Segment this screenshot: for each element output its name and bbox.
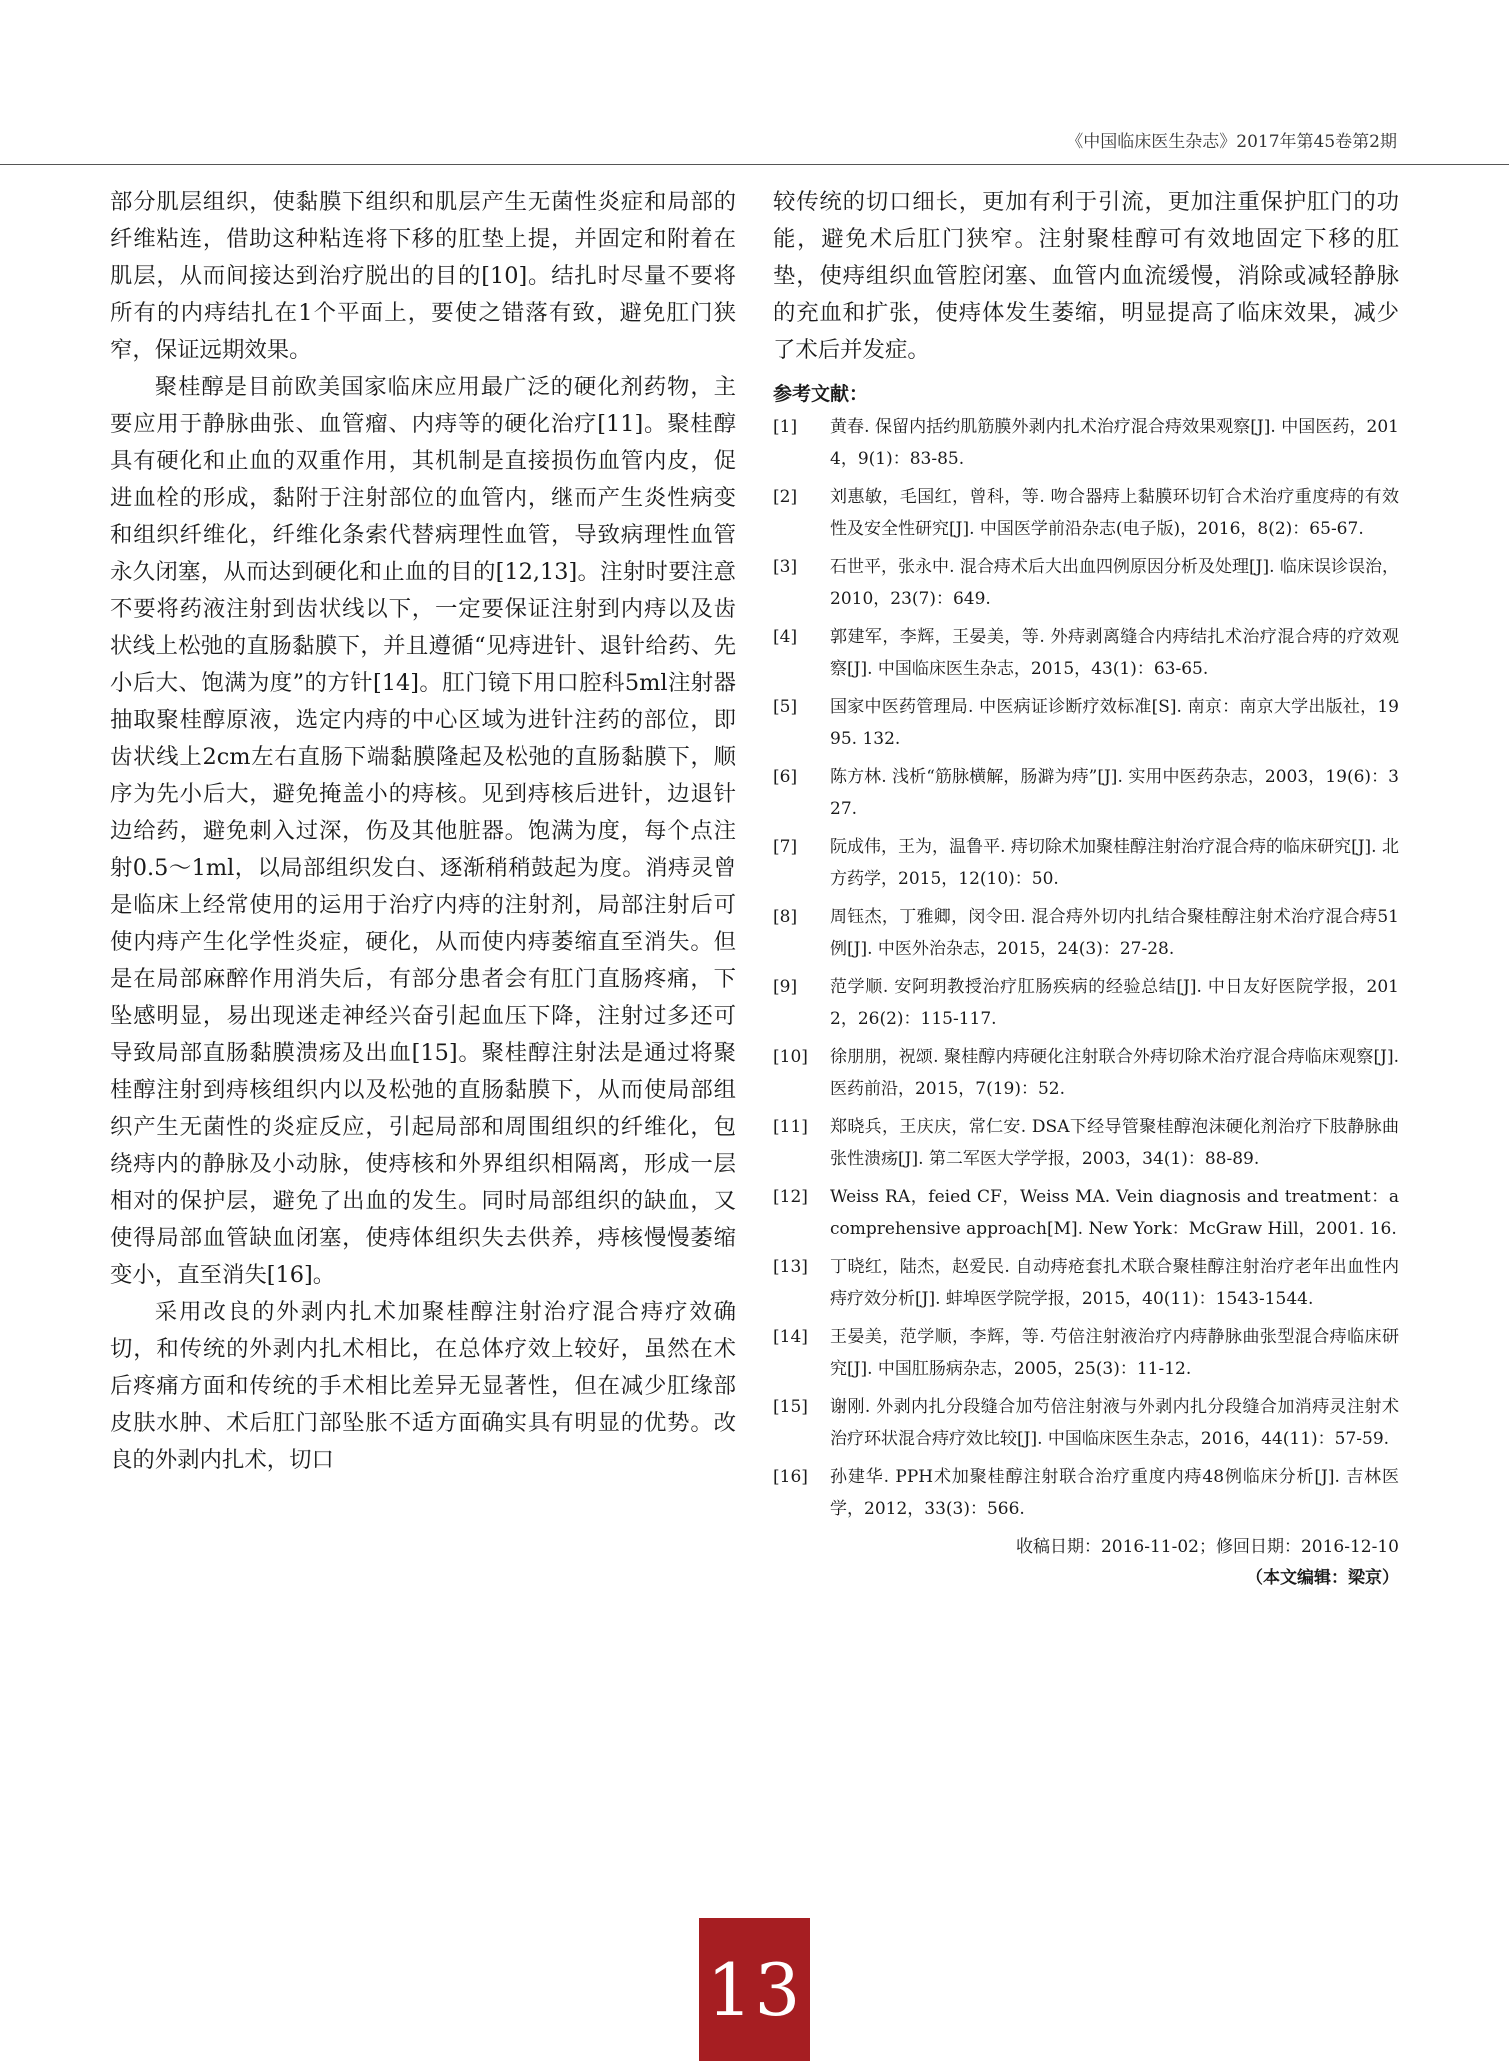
reference-item <box>773 1182 1399 1245</box>
right-column <box>773 184 1399 1594</box>
reference-number: [2] <box>773 487 798 507</box>
reference-text: 丁晓红，陆杰，赵爱民. 自动痔疮套扎术联合聚桂醇注射治疗老年出血性内痔疗效分析[J]. 蚌埠医学院学报，2015，40(11)：1543-1544. <box>830 1257 1399 1309</box>
reference-number: [13] <box>773 1257 808 1277</box>
body-paragraph: 较传统的切口细长，更加有利于引流，更加注重保护肛门的功能，避免术后肛门狭窄。注射聚桂醇可有效地固定下移的肛垫，使痔组织血管腔闭塞、血管内血流缓慢，消除或减轻静脉的充血和扩张，使痔体发生萎缩，明显提高了临床效果，减少了术后并发症。 <box>773 189 1399 363</box>
reference-item <box>773 1322 1399 1385</box>
header-rule <box>0 164 1509 165</box>
reference-item <box>773 1392 1399 1455</box>
reference-text: 陈方林. 浅析“筋脉横解，肠澼为痔”[J]. 实用中医药杂志，2003，19(6)：327. <box>830 767 1399 819</box>
page-number: 13 <box>706 1947 803 2032</box>
reference-text: 谢刚. 外剥内扎分段缝合加芍倍注射液与外剥内扎分段缝合加消痔灵注射术治疗环状混合痔疗效比较[J]. 中国临床医生杂志，2016，44(11)：57-59. <box>830 1397 1399 1449</box>
reference-text: 郑晓兵，王庆庆，常仁安. DSA下经导管聚桂醇泡沫硬化剂治疗下肢静脉曲张性溃疡[J]. 第二军医大学学报，2003，34(1)：88-89. <box>830 1117 1399 1169</box>
reference-text: 范学顺. 安阿玥教授治疗肛肠疾病的经验总结[J]. 中日友好医院学报，2012，26(2)：115-117. <box>830 977 1399 1029</box>
reference-number: [4] <box>773 627 798 647</box>
reference-item <box>773 1252 1399 1315</box>
reference-text: 刘惠敏，毛国红，曾科，等. 吻合器痔上黏膜环切钉合术治疗重度痔的有效性及安全性研究[J]. 中国医学前沿杂志(电子版)，2016，8(2)：65-67. <box>830 487 1399 539</box>
reference-text: 石世平，张永中. 混合痔术后大出血四例原因分析及处理[J]. 临床误诊误治，2010，23(7)：649. <box>830 557 1399 609</box>
reference-number: [10] <box>773 1047 808 1067</box>
reference-number: [15] <box>773 1397 808 1417</box>
reference-number: [1] <box>773 417 798 437</box>
reference-number: [8] <box>773 907 798 927</box>
reference-item <box>773 692 1399 755</box>
reference-number: [14] <box>773 1327 808 1347</box>
reference-item <box>773 972 1399 1035</box>
references-heading: 参考文献： <box>773 383 869 405</box>
reference-text: 孙建华. PPH术加聚桂醇注射联合治疗重度内痔48例临床分析[J]. 吉林医学，2012，33(3)：566. <box>830 1467 1399 1519</box>
reference-item <box>773 1112 1399 1175</box>
reference-text: 周钰杰，丁雅卿，闵令田. 混合痔外切内扎结合聚桂醇注射术治疗混合痔51例[J]. 中医外治杂志，2015，24(3)：27-28. <box>830 907 1399 959</box>
reference-number: [9] <box>773 977 798 997</box>
page-number-box <box>699 1918 810 2061</box>
reference-number: [12] <box>773 1187 808 1207</box>
reference-item <box>773 552 1399 615</box>
reference-item <box>773 902 1399 965</box>
received-dates: 收稿日期：2016-11-02；修回日期：2016-12-10 <box>1015 1537 1399 1557</box>
editor-note: （本文编辑：梁京） <box>1246 1568 1399 1588</box>
reference-text: 郭建军，李辉，王晏美，等. 外痔剥离缝合内痔结扎术治疗混合痔的疗效观察[J]. 中国临床医生杂志，2015，43(1)：63-65. <box>830 627 1399 679</box>
reference-item <box>773 1042 1399 1105</box>
reference-text: 黄春. 保留内括约肌筋膜外剥内扎术治疗混合痔效果观察[J]. 中国医药，2014，9(1)：83-85. <box>830 417 1399 469</box>
reference-item <box>773 482 1399 545</box>
reference-item <box>773 622 1399 685</box>
body-paragraph: 聚桂醇是目前欧美国家临床应用最广泛的硬化剂药物，主要应用于静脉曲张、血管瘤、内痔等的硬化治疗[11]。聚桂醇具有硬化和止血的双重作用，其机制是直接损伤血管内皮，促进血栓的形成，黏附于注射部位的血管内，继而产生炎性病变和组织纤维化，纤维化条索代替病理性血管，导致病理性血管永久闭塞，从而达到硬化和止血的目的[12,13]。注射时要注意不要将药液注射到齿状线以下，一定要保证注射到内痔以及齿状线上松弛的直肠黏膜下，并且遵循“见痔进针、退针给药、先小后大、饱满为度”的方针[14]。肛门镜下用口腔科5ml注射器抽取聚桂醇原液，选定内痔的中心区域为进针注药的部位，即齿状线上2cm左右直肠下端黏膜隆起及松弛的直肠黏膜下，顺序为先小后大，避免掩盖小的痔核。见到痔核后进针，边退针边给药，避免刺入过深，伤及其他脏器。饱满为度，每个点注射0.5～1ml，以局部组织发白、逐渐稍稍鼓起为度。消痔灵曾是临床上经常使用的运用于治疗内痔的注射剂，局部注射后可使内痔产生化学性炎症，硬化，从而使内痔萎缩直至消失。但是在局部麻醉作用消失后，有部分患者会有肛门直肠疼痛，下坠感明显，易出现迷走神经兴奋引起血压下降，注射过多还可导致局部直肠黏膜溃疡及出血[15]。聚桂醇注射法是通过将聚桂醇注射到痔核组织内以及松弛的直肠黏膜下，从而使局部组织产生无菌性的炎症反应，引起局部和周围组织的纤维化，包绕痔内的静脉及小动脉，使痔核和外界组织相隔离，形成一层相对的保护层，避免了出血的发生。同时局部组织的缺血，又使得局部血管缺血闭塞，使痔体组织失去供养，痔核慢慢萎缩变小，直至消失[16]。 <box>110 374 736 1288</box>
reference-item <box>773 1462 1399 1525</box>
reference-text: 国家中医药管理局. 中医病证诊断疗效标准[S]. 南京：南京大学出版社，1995. 132. <box>830 697 1399 749</box>
body-paragraph: 采用改良的外剥内扎术加聚桂醇注射治疗混合痔疗效确切，和传统的外剥内扎术相比，在总体疗效上较好，虽然在术后疼痛方面和传统的手术相比差异无显著性，但在减少肛缘部皮肤水肿、术后肛门部坠胀不适方面确实具有明显的优势。改良的外剥内扎术，切口 <box>110 1299 736 1473</box>
reference-number: [11] <box>773 1117 808 1137</box>
reference-number: [3] <box>773 557 798 577</box>
reference-text: Weiss RA，feied CF，Weiss MA. Vein diagnosis and treatment：a comprehensive approach[M]. New York：McGraw Hill，2001. 16. <box>830 1187 1399 1239</box>
reference-number: [7] <box>773 837 798 857</box>
reference-item <box>773 762 1399 825</box>
reference-number: [16] <box>773 1467 808 1487</box>
reference-list <box>773 412 1399 1525</box>
reference-text: 徐朋朋，祝颂. 聚桂醇内痔硬化注射联合外痔切除术治疗混合痔临床观察[J]. 医药前沿，2015，7(19)：52. <box>830 1047 1399 1099</box>
left-column <box>110 184 736 1479</box>
reference-item <box>773 412 1399 475</box>
reference-text: 王晏美，范学顺，李辉，等. 芍倍注射液治疗内痔静脉曲张型混合痔临床研究[J]. 中国肛肠病杂志，2005，25(3)：11-12. <box>830 1327 1399 1379</box>
reference-number: [5] <box>773 697 798 717</box>
reference-item <box>773 832 1399 895</box>
reference-text: 阮成伟，王为，温鲁平. 痔切除术加聚桂醇注射治疗混合痔的临床研究[J]. 北方药学，2015，12(10)：50. <box>830 837 1399 889</box>
journal-header: 《中国临床医生杂志》2017年第45卷第2期 <box>1066 132 1397 152</box>
reference-number: [6] <box>773 767 798 787</box>
body-paragraph: 部分肌层组织，使黏膜下组织和肌层产生无菌性炎症和局部的纤维粘连，借助这种粘连将下移的肛垫上提，并固定和附着在肌层，从而间接达到治疗脱出的目的[10]。结扎时尽量不要将所有的内痔结扎在1个平面上，要使之错落有致，避免肛门狭窄，保证远期效果。 <box>110 189 736 363</box>
